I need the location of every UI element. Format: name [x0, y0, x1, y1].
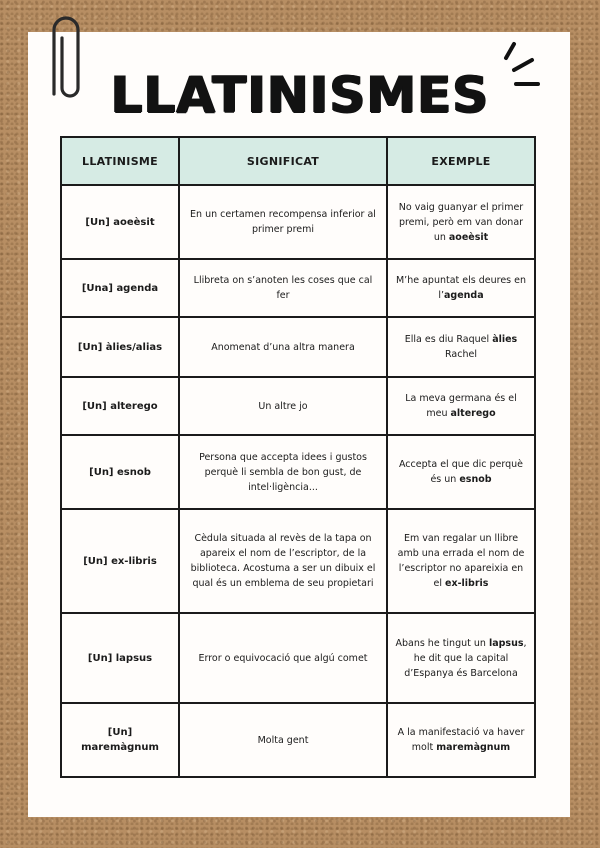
example-text-after: , he dit que la capital d’Espanya és Barcelona	[404, 637, 527, 679]
example-highlight: aoeèsit	[448, 231, 489, 243]
example-text: M’he apuntat els deures en l’	[395, 275, 526, 301]
latinisms-table	[60, 136, 536, 778]
example-text-after: Rachel	[445, 349, 477, 360]
example-text: A la manifestació va haver molt	[397, 727, 525, 753]
example-highlight: maremàgnum	[436, 742, 511, 753]
latinism-meaning: Anomenat d’una altra manera	[179, 317, 387, 377]
example-highlight: esnob	[459, 474, 492, 485]
example-text: Ella es diu Raquel	[404, 334, 493, 345]
example-highlight: ex-libris	[445, 578, 489, 589]
table-row	[61, 185, 535, 259]
example-highlight: agenda	[444, 290, 484, 301]
latinism-example	[387, 435, 535, 509]
example-text: Em van regalar un llibre amb una errada el nom de l’escriptor no apareixia en el	[397, 533, 525, 589]
latinism-term: [Una] agenda	[61, 259, 179, 317]
example-highlight: lapsus	[488, 637, 524, 649]
table-row	[61, 509, 535, 613]
column-header-latinism: LLATINISME	[61, 137, 179, 185]
example-highlight: alterego	[450, 408, 496, 419]
table-row	[61, 613, 535, 703]
latinism-example	[387, 317, 535, 377]
latinism-term: [Un] maremàgnum	[61, 703, 179, 777]
example-highlight: àlies	[492, 334, 518, 345]
latinism-example	[387, 509, 535, 613]
latinism-term: [Un] àlies/alias	[61, 317, 179, 377]
column-header-example: EXEMPLE	[387, 137, 535, 185]
table-row	[61, 259, 535, 317]
example-text: Accepta el que dic perquè és un	[398, 459, 524, 485]
table-row	[61, 703, 535, 777]
example-text: La meva germana és el meu	[405, 393, 517, 419]
column-header-meaning: SIGNIFICAT	[179, 137, 387, 185]
table-header-row	[61, 137, 535, 185]
page-title: LLATINISMES	[110, 66, 490, 124]
latinism-meaning: Molta gent	[179, 703, 387, 777]
latinism-example	[387, 377, 535, 435]
latinism-term: [Un] esnob	[61, 435, 179, 509]
latinism-term: [Un] aoeèsit	[61, 185, 179, 259]
latinism-meaning: En un certamen recompensa inferior al primer premi	[179, 185, 387, 259]
latinism-example	[387, 259, 535, 317]
latinism-meaning: Un altre jo	[179, 377, 387, 435]
latinism-example	[387, 703, 535, 777]
latinism-example	[387, 613, 535, 703]
latinism-example	[387, 185, 535, 259]
latinism-meaning: Cèdula situada al revès de la tapa on apareix el nom de l’escriptor, de la biblioteca. Acostuma a ser un dibuix el qual és un emblema de seu propietari	[179, 509, 387, 613]
latinism-term: [Un] ex-libris	[61, 509, 179, 613]
example-text: No vaig guanyar el primer premi, però em van donar un	[398, 201, 524, 243]
latinism-term: [Un] lapsus	[61, 613, 179, 703]
latinism-meaning: Persona que accepta idees i gustos perquè li sembla de bon gust, de intel·ligència...	[179, 435, 387, 509]
example-text: Abans he tingut un	[395, 637, 489, 649]
table-row	[61, 377, 535, 435]
latinism-meaning: Error o equivocació que algú comet	[179, 613, 387, 703]
latinism-meaning: Llibreta on s’anoten les coses que cal fer	[179, 259, 387, 317]
table-row	[61, 317, 535, 377]
latinism-term: [Un] alterego	[61, 377, 179, 435]
table-row	[61, 435, 535, 509]
